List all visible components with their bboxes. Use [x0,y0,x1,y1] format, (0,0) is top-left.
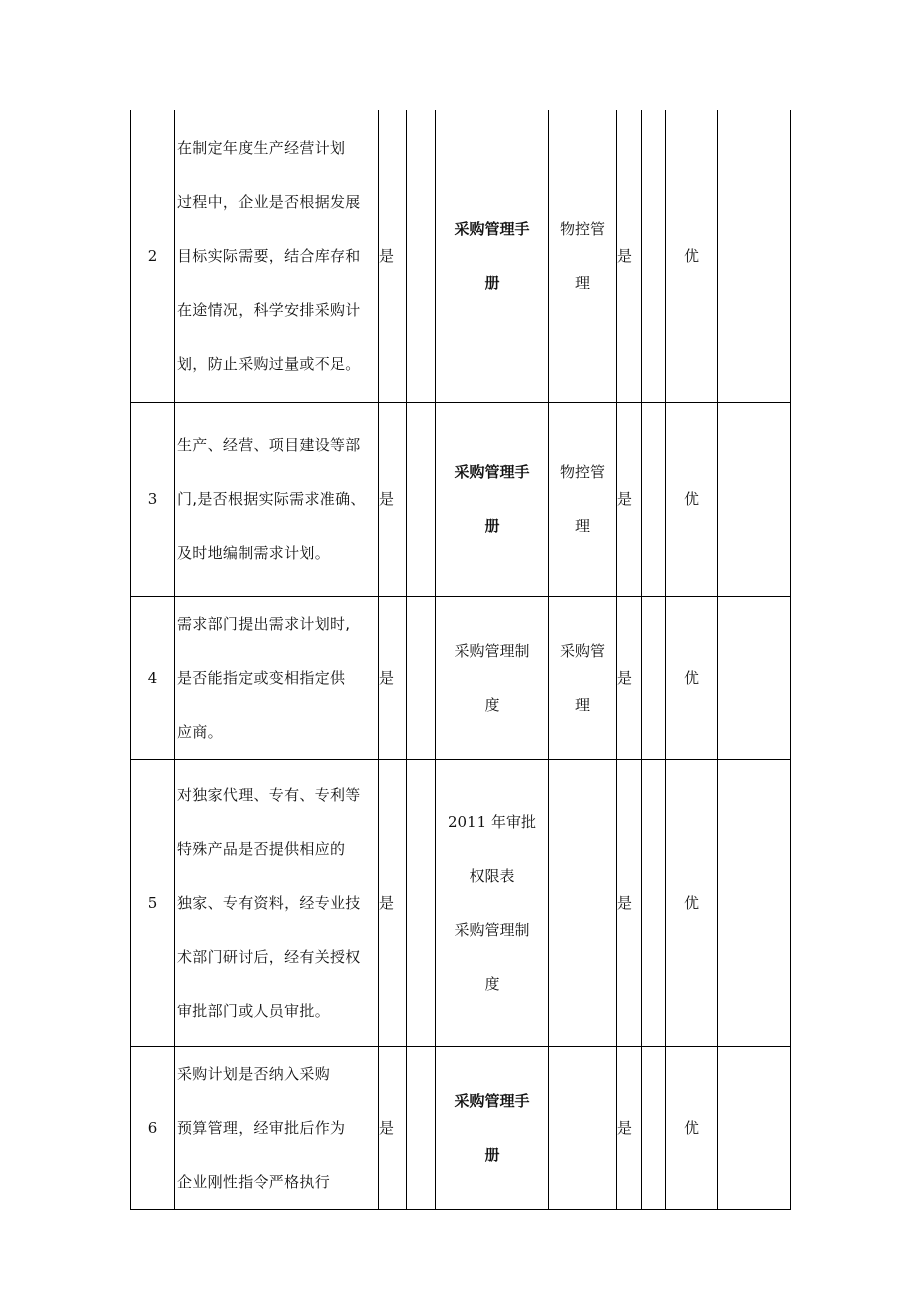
responsible-department: 物控管 理 [549,110,617,402]
table-row [131,402,791,596]
row-number: 5 [131,759,175,1046]
empty-cell [642,759,666,1046]
empty-cell [407,402,436,596]
empty-cell [718,759,791,1046]
exists-flag: 是 [379,596,407,759]
row-number: 4 [131,596,175,759]
empty-cell [718,596,791,759]
table-row [131,1046,791,1209]
reference-document: 2011 年审批 权限表 采购管理制 度 [436,759,549,1046]
table-row [131,759,791,1046]
control-description: 需求部门提出需求计划时, 是否能指定或变相指定供 应商。 [175,596,379,759]
effective-flag: 是 [617,1046,642,1209]
grade: 优 [666,402,718,596]
empty-cell [407,759,436,1046]
responsible-department: 物控管 理 [549,402,617,596]
empty-cell [718,402,791,596]
empty-cell [407,596,436,759]
control-description: 在制定年度生产经营计划 过程中，企业是否根据发展 目标实际需要，结合库存和 在途情况，科学安排采购计 划，防止采购过量或不足。 [175,110,379,402]
row-number: 6 [131,1046,175,1209]
empty-cell [407,1046,436,1209]
grade: 优 [666,596,718,759]
empty-cell [718,1046,791,1209]
responsible-department [549,759,617,1046]
table-row [131,596,791,759]
row-number: 2 [131,110,175,402]
grade: 优 [666,1046,718,1209]
reference-document: 采购管理制 度 [436,596,549,759]
grade: 优 [666,759,718,1046]
empty-cell [718,110,791,402]
empty-cell [407,110,436,402]
empty-cell [642,596,666,759]
exists-flag: 是 [379,402,407,596]
effective-flag: 是 [617,596,642,759]
exists-flag: 是 [379,110,407,402]
exists-flag: 是 [379,759,407,1046]
reference-document: 采购管理手 册 [436,402,549,596]
table-row [131,110,791,402]
responsible-department [549,1046,617,1209]
procurement-audit-table [130,110,791,1210]
control-description: 采购计划是否纳入采购 预算管理，经审批后作为 企业刚性指令严格执行 [175,1046,379,1209]
control-description: 生产、经营、项目建设等部 门,是否根据实际需求准确、 及时地编制需求计划。 [175,402,379,596]
empty-cell [642,1046,666,1209]
responsible-department: 采购管 理 [549,596,617,759]
reference-document: 采购管理手 册 [436,110,549,402]
empty-cell [642,402,666,596]
effective-flag: 是 [617,759,642,1046]
effective-flag: 是 [617,402,642,596]
reference-document: 采购管理手 册 [436,1046,549,1209]
effective-flag: 是 [617,110,642,402]
control-description: 对独家代理、专有、专利等 特殊产品是否提供相应的 独家、专有资料，经专业技 术部门研讨后，经有关授权 审批部门或人员审批。 [175,759,379,1046]
grade: 优 [666,110,718,402]
row-number: 3 [131,402,175,596]
exists-flag: 是 [379,1046,407,1209]
empty-cell [642,110,666,402]
